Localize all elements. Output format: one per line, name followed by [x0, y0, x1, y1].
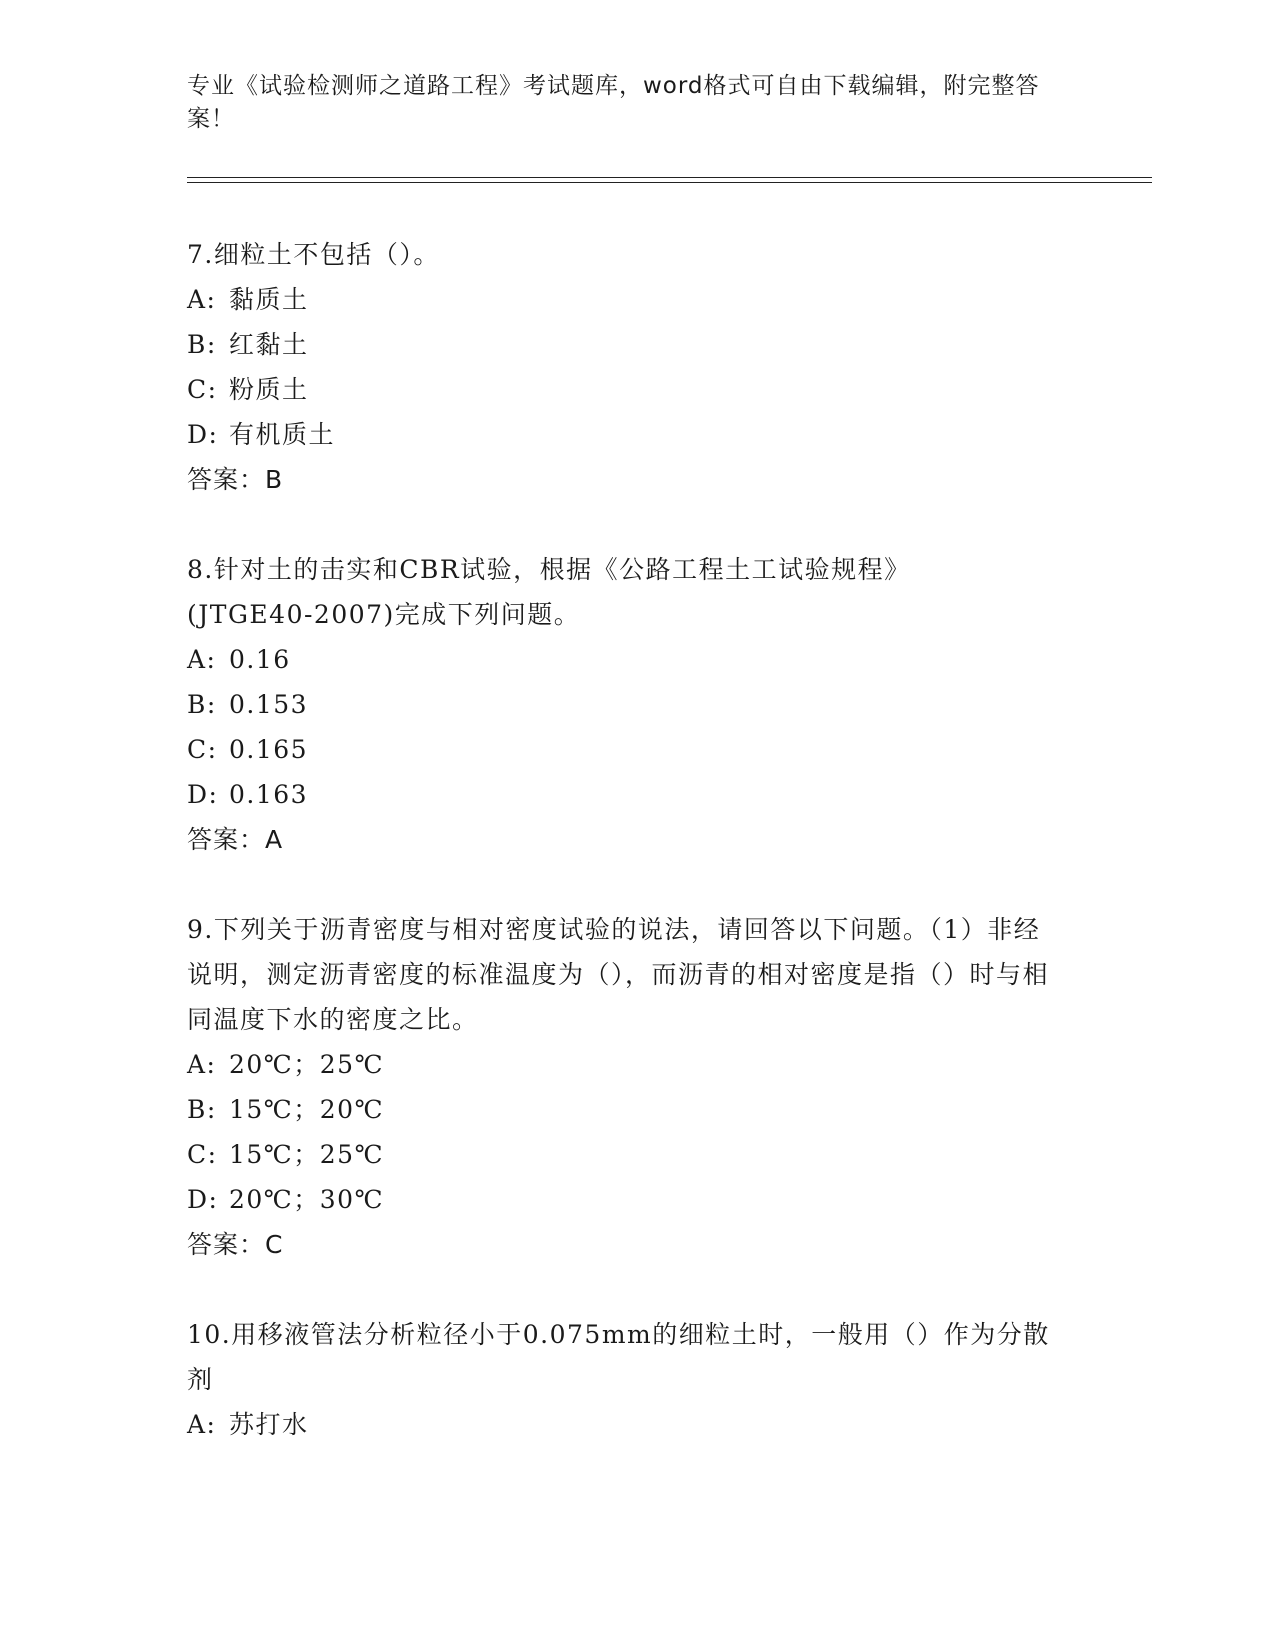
header-divider-bottom — [187, 182, 1152, 183]
option-b — [187, 322, 1087, 367]
option-text: 0.153 — [229, 690, 309, 719]
option-text: 0.165 — [229, 735, 309, 764]
option-text: 15℃；20℃ — [229, 1095, 385, 1124]
option-key: A: — [187, 1050, 217, 1079]
question-10 — [187, 1312, 1087, 1447]
option-key: C: — [187, 735, 218, 764]
option-key: A: — [187, 285, 217, 314]
option-a — [187, 277, 1087, 322]
question-stem: 7.细粒土不包括（）。 — [187, 240, 440, 269]
option-d — [187, 412, 1087, 457]
option-text: 红黏土 — [229, 330, 309, 359]
option-text: 15℃；25℃ — [229, 1140, 385, 1169]
answer-line: 答案：B — [187, 465, 284, 494]
option-text: 有机质土 — [229, 420, 336, 449]
question-list — [187, 232, 1087, 1492]
question-9 — [187, 907, 1087, 1267]
option-key: B: — [187, 690, 217, 719]
option-a — [187, 1042, 1087, 1087]
option-key: C: — [187, 1140, 218, 1169]
option-key: A: — [187, 1410, 217, 1439]
option-a — [187, 637, 1087, 682]
answer-line: 答案：C — [187, 1230, 284, 1259]
option-a — [187, 1402, 1087, 1447]
answer-line: 答案：A — [187, 825, 284, 854]
option-text: 0.16 — [229, 645, 291, 674]
question-8 — [187, 547, 1087, 862]
option-key: D: — [187, 420, 219, 449]
option-text: 0.163 — [229, 780, 309, 809]
option-c — [187, 1132, 1087, 1177]
option-c — [187, 727, 1087, 772]
option-key: B: — [187, 330, 217, 359]
question-stem: 8.针对土的击实和CBR试验，根据《公路工程土工试验规程》(JTGE40-2007)完成下列问题。 — [187, 555, 911, 629]
option-key: A: — [187, 645, 217, 674]
header-divider-top — [187, 177, 1152, 178]
option-text: 20℃；25℃ — [229, 1050, 385, 1079]
option-d — [187, 1177, 1087, 1222]
option-text: 苏打水 — [229, 1410, 309, 1439]
option-text: 20℃；30℃ — [229, 1185, 385, 1214]
option-key: C: — [187, 375, 218, 404]
option-text: 粉质土 — [229, 375, 309, 404]
question-7 — [187, 232, 1087, 502]
question-stem: 9.下列关于沥青密度与相对密度试验的说法，请回答以下问题。（1）非经说明，测定沥青密度的标准温度为（），而沥青的相对密度是指（）时与相同温度下水的密度之比。 — [187, 915, 1050, 1034]
option-text: 黏质土 — [229, 285, 309, 314]
option-key: B: — [187, 1095, 217, 1124]
option-d — [187, 772, 1087, 817]
option-b — [187, 682, 1087, 727]
option-c — [187, 367, 1087, 412]
document-header: 专业《试验检测师之道路工程》考试题库，word格式可自由下载编辑，附完整答案！ — [187, 73, 1040, 132]
option-b — [187, 1087, 1087, 1132]
question-stem: 10.用移液管法分析粒径小于0.075mm的细粒土时，一般用（）作为分散剂 — [187, 1320, 1050, 1394]
option-key: D: — [187, 780, 219, 809]
option-key: D: — [187, 1185, 219, 1214]
